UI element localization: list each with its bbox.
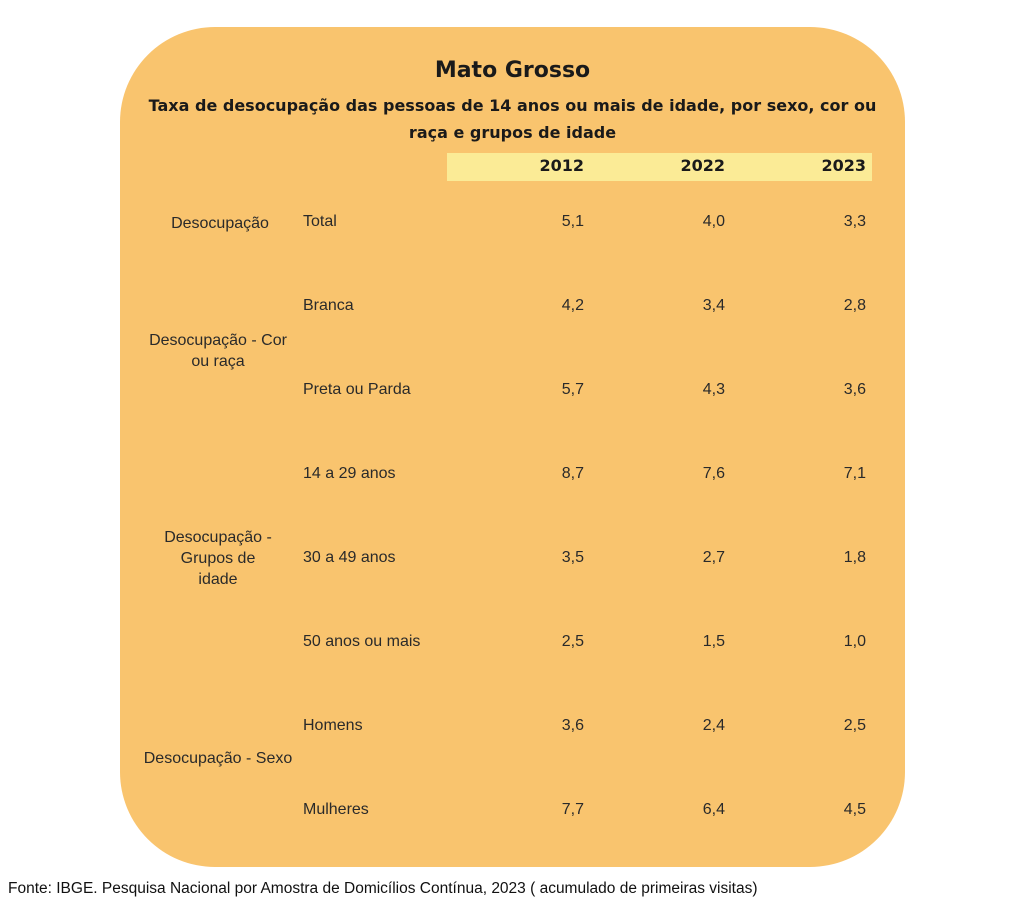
table-subtitle	[120, 92, 905, 146]
table-cell-2023: 4,5	[843, 801, 866, 818]
group-label: Desocupação - Cor ou raça	[149, 332, 287, 370]
table-cell-2012: 7,7	[561, 801, 584, 818]
source-note: Fonte: IBGE. Pesquisa Nacional por Amostra de Domicílios Contínua, 2023 ( acumulado de primeiras visitas)	[8, 880, 758, 897]
table-cell-2022: 4,0	[702, 213, 725, 230]
table-cell-2022: 2,4	[702, 717, 725, 734]
table-cell-2023: 1,0	[843, 633, 866, 650]
table-cell-2022: 3,4	[702, 297, 725, 314]
group-label: Desocupação - Sexo	[143, 750, 293, 767]
table-cell-2012: 5,1	[561, 213, 584, 230]
table-cell-2022: 2,7	[702, 549, 725, 566]
row-label: Mulheres	[303, 801, 369, 818]
table-cell-2012: 8,7	[561, 465, 584, 482]
column-header-2012: 2012	[539, 156, 584, 175]
row-label: 14 a 29 anos	[303, 465, 396, 482]
group-label: Desocupação	[171, 215, 269, 232]
column-header-2023: 2023	[821, 156, 866, 175]
table-cell-2012: 4,2	[561, 297, 584, 314]
table-cell-2023: 7,1	[843, 465, 866, 482]
table-title: Mato Grosso	[434, 58, 591, 83]
table-cell-2023: 2,5	[843, 717, 866, 734]
row-label: Preta ou Parda	[303, 381, 411, 398]
table-cell-2012: 3,6	[561, 717, 584, 734]
table-cell-2012: 3,5	[561, 549, 584, 566]
table-cell-2012: 5,7	[561, 381, 584, 398]
row-label: Total	[303, 213, 337, 230]
table-cell-2023: 3,3	[843, 213, 866, 230]
table-cell-2012: 2,5	[561, 633, 584, 650]
table-subtitle-text: Taxa de desocupação das pessoas de 14 anos ou mais de idade, por sexo, cor ou raça e grupos de idade	[148, 96, 877, 142]
column-header-2022: 2022	[680, 156, 725, 175]
row-label: Branca	[303, 297, 354, 314]
table-cell-2022: 4,3	[702, 381, 725, 398]
table-cell-2022: 6,4	[702, 801, 725, 818]
row-label: 30 a 49 anos	[303, 549, 396, 566]
group-label: Desocupação - Grupos de idade	[164, 529, 272, 588]
table-cell-2022: 1,5	[702, 633, 725, 650]
row-label: 50 anos ou mais	[303, 633, 421, 650]
table-cell-2022: 7,6	[702, 465, 725, 482]
table-cell-2023: 1,8	[843, 549, 866, 566]
table-cell-2023: 2,8	[843, 297, 866, 314]
table-cell-2023: 3,6	[843, 381, 866, 398]
row-label: Homens	[303, 717, 363, 734]
